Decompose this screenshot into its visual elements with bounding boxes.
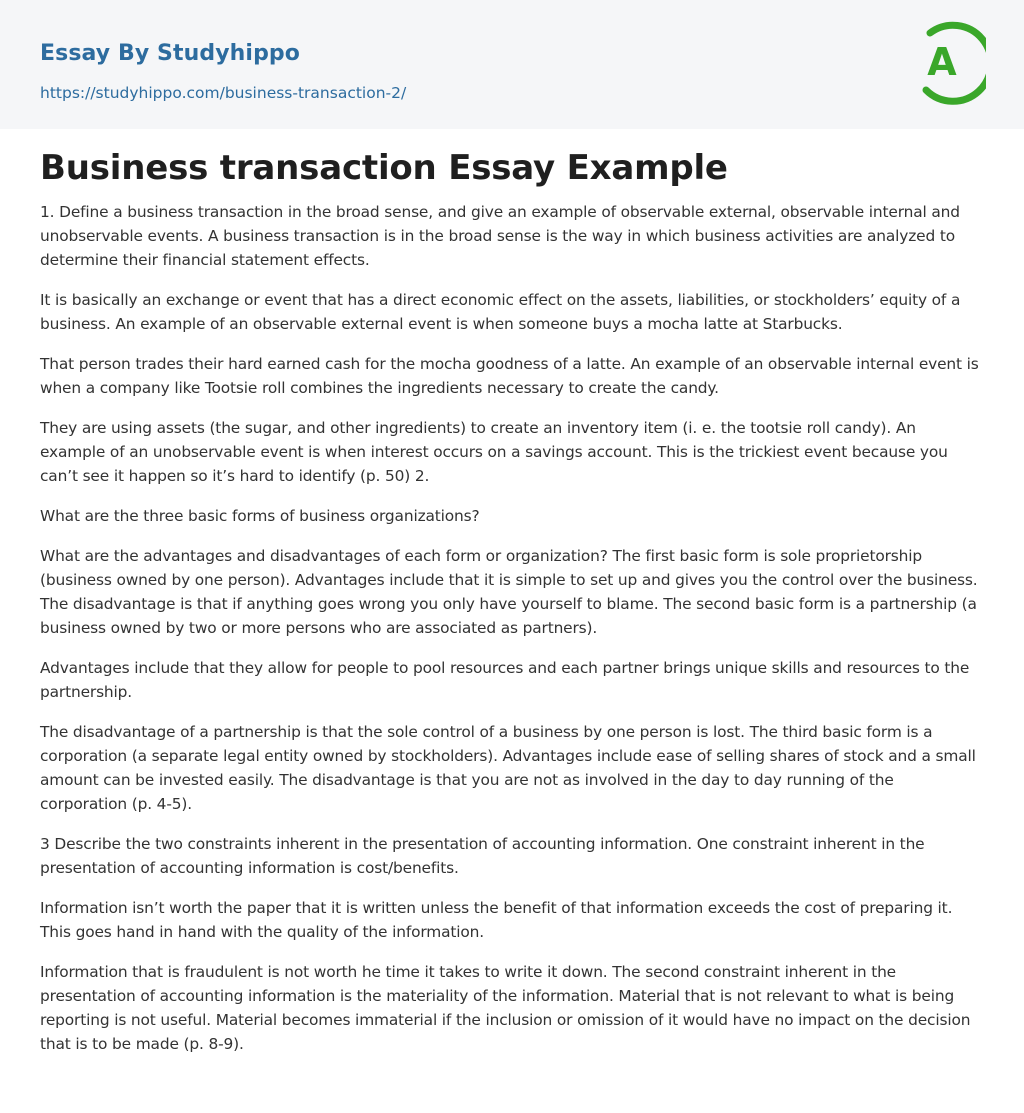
- essay-paragraph: Advantages include that they allow for people to pool resources and each partner brings unique skills and resources to the partnership.: [40, 659, 970, 701]
- essay-paragraph: 3 Describe the two constraints inherent in the presentation of accounting information. One constraint inherent in the presentation of accounting information is cost/benefits.: [40, 835, 925, 877]
- essay-paragraph: What are the three basic forms of business organizations?: [40, 507, 480, 525]
- essay-paragraph: Information isn’t worth the paper that it is written unless the benefit of that information exceeds the cost of preparing it. This goes hand in hand with the quality of the information.: [40, 899, 953, 941]
- essay-paragraph: Information that is fraudulent is not worth he time it takes to write it down. The second constraint inherent in the presentation of accounting information is the materiality of the information. Material that is not relevant to what is being reporting is not useful. Material becomes immaterial if the inclusion or omission of it would have no impact on the decision that is to be made (p. 8-9).: [40, 963, 971, 1053]
- page-title: Business transaction Essay Example: [40, 148, 728, 188]
- site-brand[interactable]: Essay By Studyhippo: [40, 41, 300, 66]
- source-url-link[interactable]: https://studyhippo.com/business-transaction-2/: [40, 84, 407, 102]
- studyhippo-logo-icon[interactable]: [916, 19, 986, 105]
- essay-paragraph: That person trades their hard earned cash for the mocha goodness of a latte. An example of an observable internal event is when a company like Tootsie roll combines the ingredients necessary to create the candy.: [40, 355, 979, 397]
- essay-paragraph: They are using assets (the sugar, and other ingredients) to create an inventory item (i. e. the tootsie roll candy). An example of an unobservable event is when interest occurs on a savings account. This is the trickiest event because you can’t see it happen so it’s hard to identify (p. 50) 2.: [40, 419, 948, 485]
- essay-paragraph: It is basically an exchange or event that has a direct economic effect on the assets, liabilities, or stockholders’ equity of a business. An example of an observable external event is when someone buys a mocha latte at Starbucks.: [40, 291, 961, 333]
- essay-paragraph: The disadvantage of a partnership is that the sole control of a business by one person is lost. The third basic form is a corporation (a separate legal entity owned by stockholders). Advantages include ease of selling shares of stock and a small amount can be invested easily. The disadvantage is that you are not as involved in the day to day running of the corporation (p. 4-5).: [40, 723, 976, 813]
- essay-paragraph: What are the advantages and disadvantages of each form or organization? The first basic form is sole proprietorship (business owned by one person). Advantages include that it is simple to set up and gives you the control over the business. The disadvantage is that if anything goes wrong you only have yourself to blame. The second basic form is a partnership (a business owned by two or more persons who are associated as partners).: [40, 547, 978, 637]
- logo-letter: A: [927, 40, 957, 84]
- essay-paragraph: 1. Define a business transaction in the broad sense, and give an example of observable external, observable internal and unobservable events. A business transaction is in the broad sense is the way in which business activities are analyzed to determine their financial statement effects.: [40, 203, 960, 269]
- essay-body: [40, 200, 984, 1072]
